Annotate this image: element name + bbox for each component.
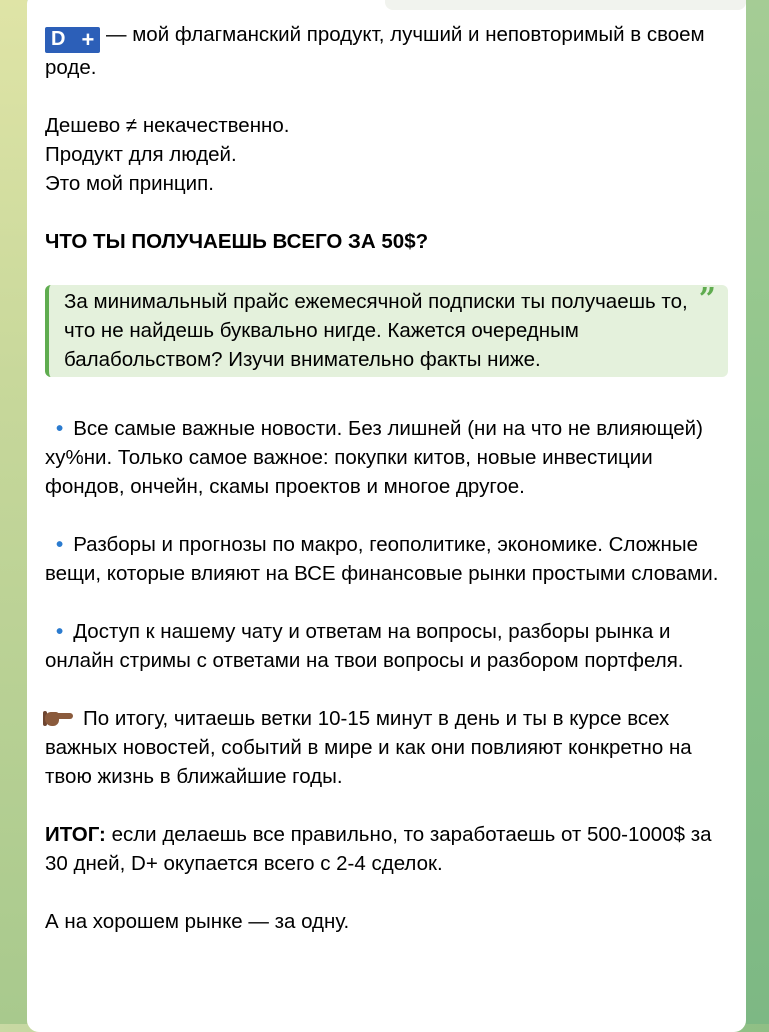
closing-line: А на хорошем рынке — за одну. <box>45 909 350 933</box>
message-content <box>45 20 735 936</box>
principle-line: Это мой принцип. <box>45 171 214 195</box>
result-text: если делаешь все правильно, то заработаешь от 500-1000$ за 30 дней, D+ окупается всего с 2-4 сделок. <box>45 822 712 875</box>
spacer <box>45 878 735 907</box>
list-item-text: Доступ к нашему чату и ответам на вопросы, разборы рынка и онлайн стримы с ответами на твои вопросы и разбором портфеля. <box>45 619 684 672</box>
summary-text: По итогу, читаешь ветки 10-15 минут в день и ты в курсе всех важных новостей, событий в мире и как они повлияют конкретно на твою жизнь в ближайшие годы. <box>45 706 692 788</box>
result-paragraph <box>45 820 735 878</box>
spacer <box>45 377 735 414</box>
spacer <box>45 791 735 820</box>
result-label: ИТОГ: <box>45 822 106 846</box>
intro-paragraph <box>45 20 735 82</box>
list-item <box>45 414 735 501</box>
bullet-icon: • <box>56 416 64 440</box>
spacer <box>45 501 735 530</box>
blockquote <box>45 281 728 377</box>
spacer <box>45 675 735 704</box>
list-item-text: Все самые важные новости. Без лишней (ни на что не влияющей) ху%ни. Только самое важное: покупки китов, новые инвестиции фондов, ончейн, скамы проектов и многое другое. <box>45 416 703 498</box>
previous-message-edge <box>385 0 746 10</box>
intro-text: — мой флагманский продукт, лучший и неповторимый в своем роде. <box>45 23 705 79</box>
list-item <box>45 530 735 588</box>
spacer <box>45 588 735 617</box>
badge-plus: + <box>81 27 95 52</box>
principle-line: Продукт для людей. <box>45 142 237 166</box>
spacer <box>45 256 735 273</box>
principle-line: Дешево ≠ некачественно. <box>45 113 290 137</box>
bullet-icon: • <box>56 619 64 643</box>
list-item-text: Разборы и прогнозы по макро, геополитике, экономике. Сложные вещи, которые влияют на ВСЕ финансовые рынки простыми словами. <box>45 532 719 585</box>
summary-paragraph <box>45 704 735 791</box>
pointing-finger-icon <box>45 709 73 727</box>
chat-background-right <box>746 0 769 1024</box>
list-item <box>45 617 735 675</box>
product-badge <box>45 27 100 53</box>
quote-icon: ” <box>698 281 716 317</box>
badge-letter: D <box>51 28 66 50</box>
bullet-icon: • <box>56 532 64 556</box>
spacer <box>45 198 735 227</box>
section-heading: ЧТО ТЫ ПОЛУЧАЕШЬ ВСЕГО ЗА 50$? <box>45 229 429 253</box>
spacer <box>45 82 735 111</box>
quote-text: За минимальный прайс ежемесячной подписки ты получаешь то, что не найдешь буквально нигде. Кажется очередным балабольством? Изучи внимательно факты ниже. <box>64 289 688 371</box>
chat-background-left <box>0 0 27 1024</box>
